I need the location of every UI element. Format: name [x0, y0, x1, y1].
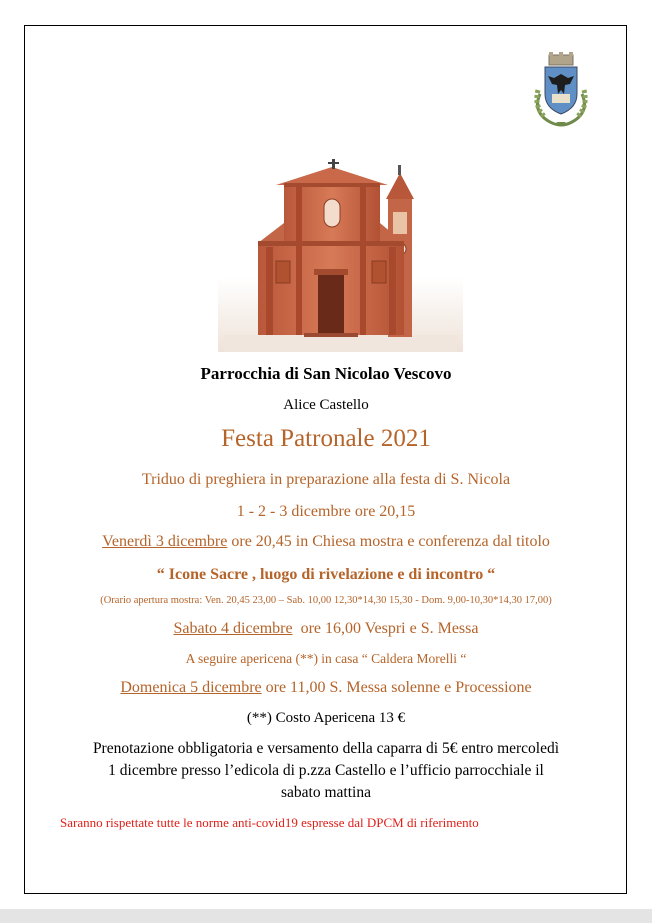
sunday-day: Domenica 5 dicembre: [120, 679, 262, 696]
town-name-text: Alice Castello: [283, 397, 369, 413]
covid-note: Saranno rispettate tutte le norme anti-covid19 espresse dal DPCM di riferimento: [60, 815, 479, 830]
friday-day: Venerdì 3 dicembre: [102, 533, 228, 550]
town-name: [0, 397, 652, 414]
booking-line-3: sabato mattina: [281, 784, 371, 801]
cost-note: (**) Costo Apericena 13 €: [246, 710, 406, 726]
parish-name: Parrocchia di San Nicolao Vescovo: [200, 364, 452, 383]
viewer-bottom-bar: [0, 909, 652, 923]
saturday-text: ore 16,00 Vespri e S. Messa: [292, 620, 479, 637]
triduum-text: Triduo di preghiera in preparazione alla festa di S. Nicola: [141, 471, 511, 488]
saturday-line: [0, 620, 652, 638]
event-title: Festa Patronale 2021: [221, 425, 431, 452]
saturday-follow: A seguire apericena (**) in casa “ Caldera Morelli “: [185, 651, 467, 666]
talk-title: “ Icone Sacre , luogo di rivelazione e di incontro “: [156, 566, 496, 583]
church-facade-illustration: [218, 157, 463, 352]
sunday-line: [0, 679, 652, 697]
friday-text: ore 20,45 in Chiesa mostra e conferenza dal titolo: [227, 533, 550, 550]
booking-line-1: Prenotazione obbligatoria e versamento della caparra di 5€ entro mercoledì: [92, 740, 560, 757]
booking-line-2: 1 dicembre presso l’edicola di p.zza Castello e l’ufficio parrocchiale il: [108, 762, 544, 779]
sunday-text: ore 11,00 S. Messa solenne e Processione: [261, 679, 532, 696]
saturday-day: Sabato 4 dicembre: [173, 620, 293, 637]
exhibition-hours: (Orario apertura mostra: Ven. 20,45 23,00 – Sab. 10,00 12,30*14,30 15,30 - Dom. 9,00-10,30*14,30 17,00): [100, 595, 552, 606]
triduum-dates: 1 - 2 - 3 dicembre ore 20,15: [236, 503, 416, 520]
coat-of-arms-icon: [530, 50, 592, 130]
friday-line: [0, 533, 652, 551]
